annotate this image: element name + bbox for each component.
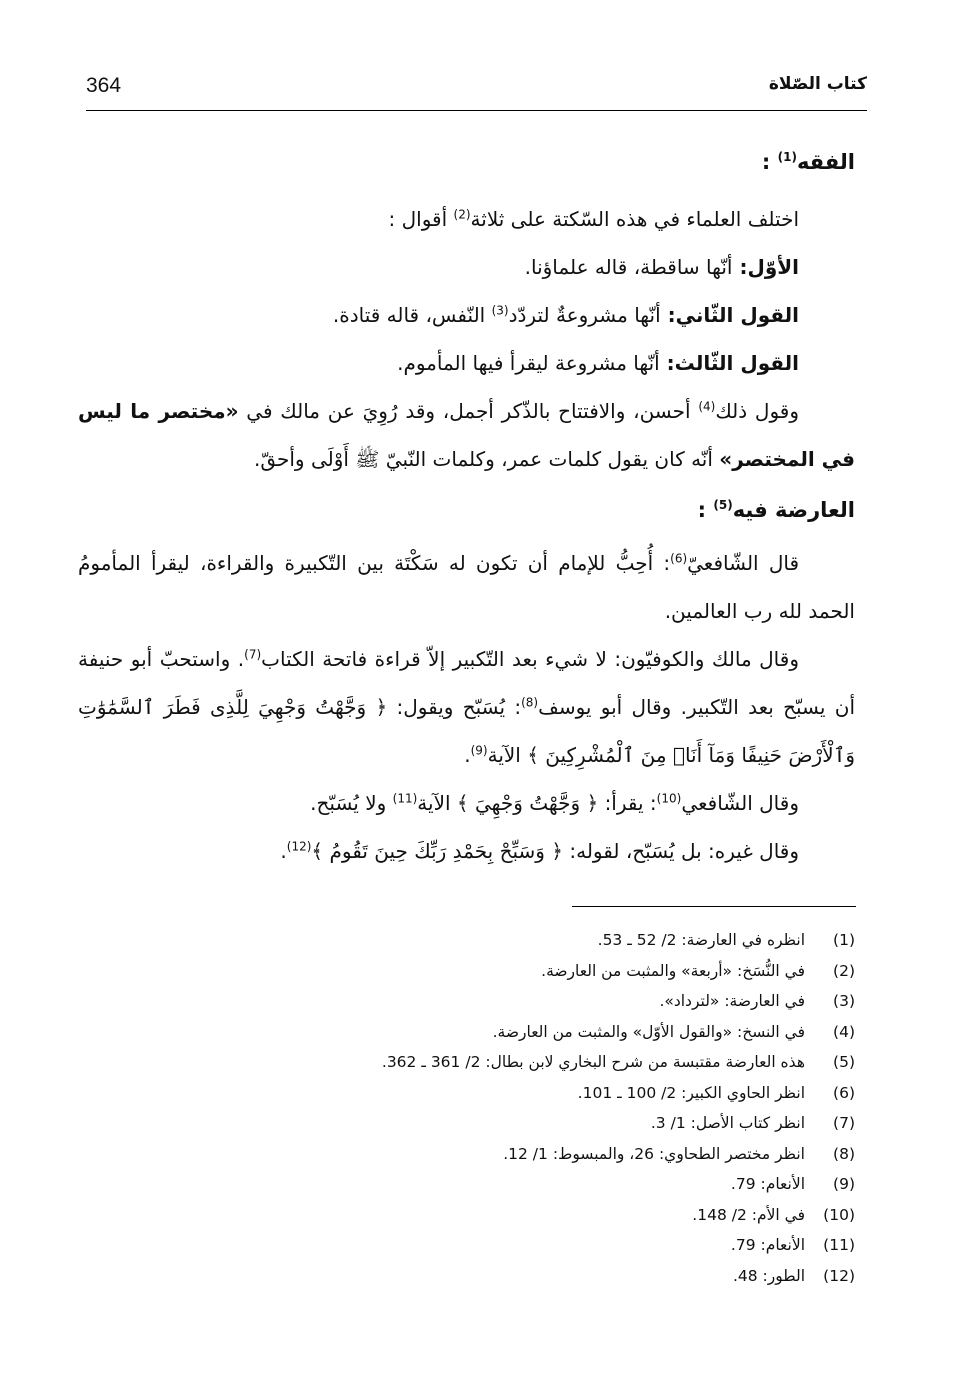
footnote: (5)هذه العارضة مقتبسة من شرح البخاري لابن بطال: 2/ 361 ـ 362. bbox=[381, 1053, 855, 1071]
footnote-ref: (5) bbox=[713, 498, 733, 512]
footnote-ref: (10) bbox=[656, 791, 682, 806]
section-heading-fiqh: الفقه$^{(1)}$ : bbox=[761, 150, 855, 174]
footnote-ref: (7) bbox=[244, 647, 262, 662]
footnote-ref: (2) bbox=[453, 207, 471, 222]
footnote: (7)انظر كتاب الأصل: 1/ 3. bbox=[650, 1114, 855, 1132]
paragraph: قال الشّافعيّ$^{(6)}$: أُحِبُّ للإمام أن تكون له سَكْتَة بين التّكبيرة والقراءة، ليقرأ المأمومُ الحمد لله رب العالمين. bbox=[78, 551, 855, 623]
footnote-ref: (12) bbox=[286, 839, 312, 854]
footnote-ref: (8) bbox=[521, 695, 539, 710]
footnote: (11)الأنعام: 79. bbox=[730, 1236, 855, 1254]
footnote-ref: (6) bbox=[670, 551, 688, 566]
opinion-label: القول الثّالث: bbox=[659, 351, 799, 375]
header-rule bbox=[86, 110, 867, 111]
footnote: (6)انظر الحاوي الكبير: 2/ 100 ـ 101. bbox=[577, 1083, 855, 1102]
paragraph: وقول ذلك$^{(4)}$ أحسن، والافتتاح بالذّكر أجمل، وقد رُوِيَ عن مالك في «مختصر ما ليس في المختصر» أنّه كان يقول كلمات عمر، وكلمات النّبيّ ﷺ أَوْلَى وأحقّ. bbox=[78, 399, 855, 471]
footnote: (1)انظره في العارضة: 2/ 52 ـ 53. bbox=[597, 931, 855, 949]
footnote-ref: (4) bbox=[698, 399, 716, 414]
footnote: (8)انظر مختصر الطحاوي: 26، والمبسوط: 1/ 12. bbox=[503, 1144, 855, 1163]
footnote-ref: (1) bbox=[777, 150, 797, 164]
paragraph: وقال مالك والكوفيّون: لا شيء بعد التّكبير إلاّ قراءة فاتحة الكتاب$^{(7)}$. واستحبّ أبو حنيفة أن يسبّح بعد التّكبير. وقال أبو يوسف$^{(8)}$: يُسَبّح ويقول: ﴿ وَجَّهْتُ وَجْهِيَ لِلَّذِى فَطَرَ ٱلسَّمَٰوَٰتِ وَٱلْأَرْضَ حَنِيفًا وَمَآ أَنَا۠ مِنَ ٱلْمُشْرِكِينَ ﴾ الآية$^{(9)}$. bbox=[78, 647, 855, 767]
footnote: (3)في العارضة: «لترداد». bbox=[659, 992, 855, 1010]
footnote: (12)الطور: 48. bbox=[732, 1266, 855, 1285]
footnote: (9)الأنعام: 79. bbox=[730, 1175, 855, 1193]
page-header bbox=[86, 70, 867, 110]
opinion-label: القول الثّاني: bbox=[660, 303, 799, 327]
paragraph: القول الثّالث: أنّها مشروعة ليقرأ فيها المأموم. bbox=[397, 351, 799, 375]
running-title: كتاب الصّلاة bbox=[768, 74, 867, 94]
book-title: «مختصر ما ليس في المختصر» bbox=[78, 399, 855, 471]
section-heading-aridah: العارضة فيه$^{(5)}$ : bbox=[697, 498, 855, 522]
footnote: (10)في الأم: 2/ 148. bbox=[692, 1205, 855, 1224]
paragraph: الأوّل: أنّها ساقطة، قاله علماؤنا. bbox=[524, 255, 799, 279]
opinion-label: الأوّل: bbox=[732, 255, 799, 279]
paragraph: وقال الشّافعي$^{(10)}$: يقرأ: ﴿ وَجَّهْتُ وَجْهِيَ ﴾ الآية$^{(11)}$ ولا يُسَبّح. bbox=[310, 791, 799, 815]
footnote-ref: (9) bbox=[470, 743, 488, 758]
footnote-rule bbox=[572, 906, 856, 907]
main-text bbox=[78, 145, 855, 875]
paragraph: القول الثّاني: أنّها مشروعةٌ لتردّد$^{(3)}$ النّفس، قاله قتادة. bbox=[332, 303, 799, 327]
footnote: (4)في النسخ: «والقول الأوّل» والمثبت من العارضة. bbox=[492, 1022, 855, 1041]
footnotes bbox=[86, 925, 855, 1291]
footnote-ref: (3) bbox=[491, 303, 509, 318]
paragraph: وقال غيره: بل يُسَبّح، لقوله: ﴿ وَسَبِّحْ بِحَمْدِ رَبِّكَ حِينَ تَقُومُ ﴾$^{(12)}$. bbox=[280, 839, 799, 863]
page-number: 364 bbox=[86, 74, 122, 97]
footnote-ref: (11) bbox=[392, 791, 418, 806]
paragraph: اختلف العلماء في هذه السّكتة على ثلاثة$^{(2)}$ أقوال : bbox=[388, 207, 799, 231]
footnote: (2)في النُّسَخ: «أربعة» والمثبت من العارضة. bbox=[541, 961, 855, 980]
